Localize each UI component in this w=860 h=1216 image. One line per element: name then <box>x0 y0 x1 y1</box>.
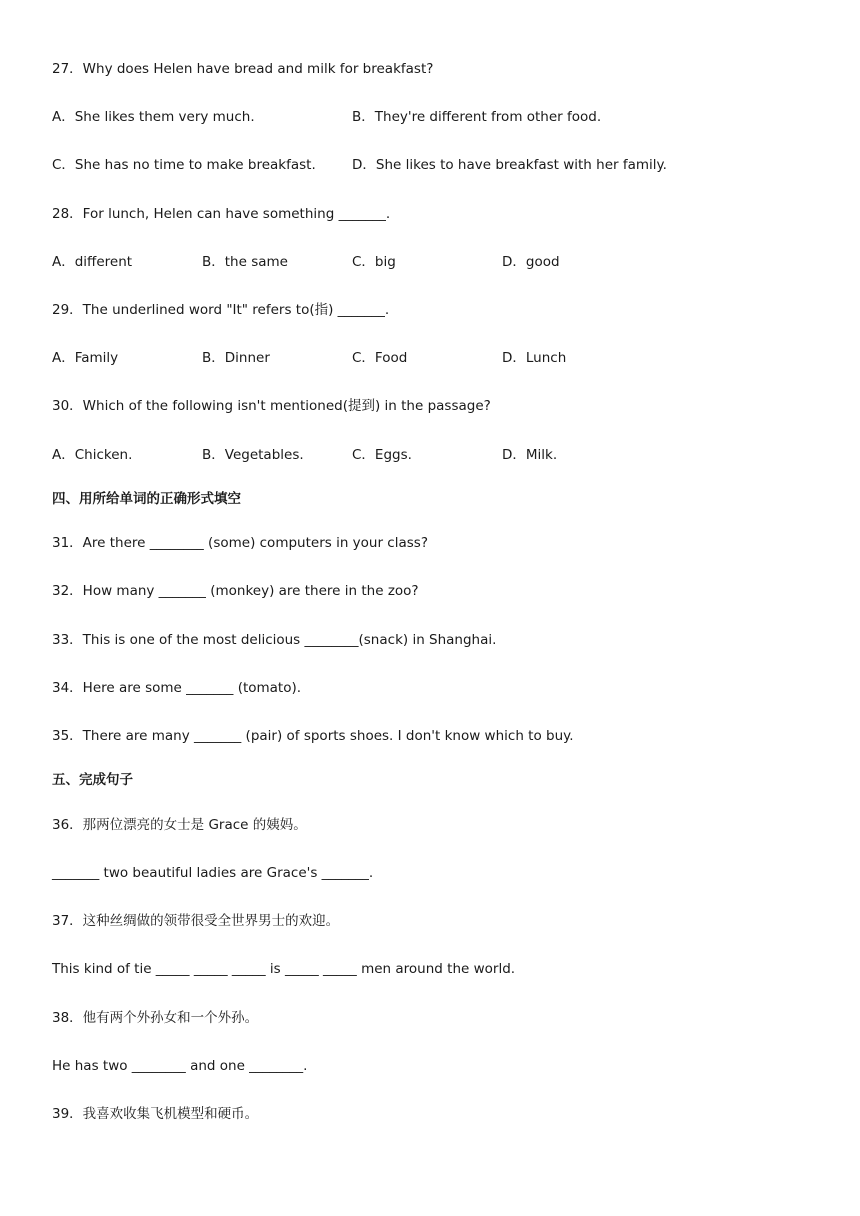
question-29-option-c: C．Food <box>352 350 408 366</box>
question-27-stem: 27．Why does Helen have bread and milk for breakfast? <box>52 61 434 77</box>
question-37-english: This kind of tie _____ _____ _____ is _____ _____ men around the world. <box>52 961 516 977</box>
question-29-option-b: B．Dinner <box>202 350 270 366</box>
section-4-heading: 四、用所给单词的正确形式填空 <box>52 491 241 507</box>
question-39-chinese: 39．我喜欢收集飞机模型和硬币。 <box>52 1106 259 1122</box>
question-30-option-c: C．Eggs. <box>352 447 412 463</box>
question-28-option-a: A．different <box>52 254 133 270</box>
question-27-option-b: B．They're different from other food. <box>352 109 602 125</box>
question-36-chinese: 36．那两位漂亮的女士是 Grace 的姨妈。 <box>52 817 307 833</box>
question-38-english: He has two ________ and one ________. <box>52 1058 308 1074</box>
question-33: 33．This is one of the most delicious ________(snack) in Shanghai. <box>52 632 497 648</box>
question-31: 31．Are there ________ (some) computers in your class? <box>52 535 428 551</box>
question-32: 32．How many _______ (monkey) are there in the zoo? <box>52 583 419 599</box>
question-35: 35．There are many _______ (pair) of sports shoes. I don't know which to buy. <box>52 728 574 744</box>
question-29-option-a: A．Family <box>52 350 119 366</box>
question-30-option-b: B．Vegetables. <box>202 447 304 463</box>
question-27-option-a: A．She likes them very much. <box>52 109 255 125</box>
question-28-stem: 28．For lunch, Helen can have something _______. <box>52 206 391 222</box>
question-37-chinese: 37．这种丝绸做的领带很受全世界男士的欢迎。 <box>52 913 340 929</box>
question-36-english: _______ two beautiful ladies are Grace's _______. <box>52 865 374 881</box>
question-28-option-d: D．good <box>502 254 560 270</box>
question-30-option-a: A．Chicken. <box>52 447 133 463</box>
question-38-chinese: 38．他有两个外孙女和一个外孙。 <box>52 1010 259 1026</box>
question-29-option-d: D．Lunch <box>502 350 567 366</box>
question-27-option-c: C．She has no time to make breakfast. <box>52 157 316 173</box>
question-34: 34．Here are some _______ (tomato). <box>52 680 302 696</box>
question-28-option-b: B．the same <box>202 254 288 270</box>
question-27-option-d: D．She likes to have breakfast with her family. <box>352 157 667 173</box>
question-28-option-c: C．big <box>352 254 396 270</box>
question-30-option-d: D．Milk. <box>502 447 558 463</box>
question-30-stem: 30．Which of the following isn't mentioned(提到) in the passage? <box>52 398 491 414</box>
question-29-stem: 29．The underlined word "It" refers to(指) _______. <box>52 302 390 318</box>
section-5-heading: 五、完成句子 <box>52 772 133 788</box>
